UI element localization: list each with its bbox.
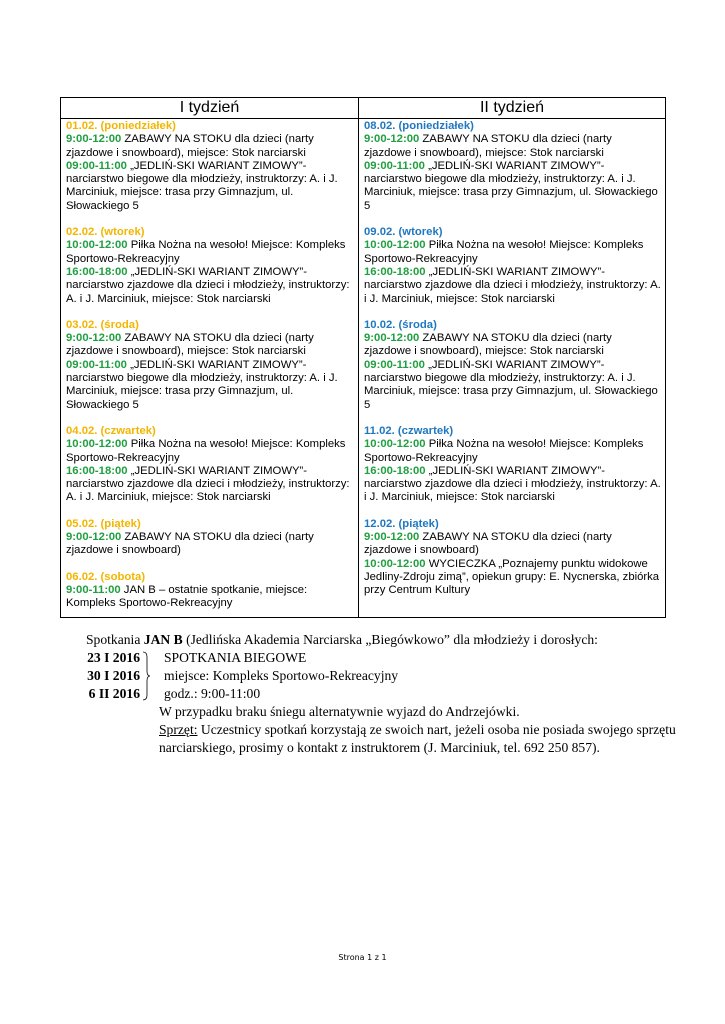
- activity-text: Piłka Nożna na wesoło! Miejsce: Kompleks Sportowo-Rekreacyjny: [66, 438, 346, 464]
- activity-time: 09:00-11:00: [66, 358, 127, 371]
- activity-time: 10:00-12:00: [66, 239, 128, 252]
- date-item: 23 I 2016: [87, 650, 140, 665]
- day-heading: 08.02. (poniedziałek): [364, 120, 474, 132]
- day-block: [364, 518, 661, 598]
- page-number: Strona 1 z 1: [338, 953, 387, 962]
- activity-text: ZABAWY NA STOKU dla dzieci (narty zjazdowe i snowboard): [364, 531, 612, 557]
- activity-item: [364, 465, 661, 505]
- activity-time: 10:00-12:00: [364, 557, 426, 570]
- day-heading: 10.02. (środa): [364, 318, 437, 331]
- activity-item: [364, 558, 661, 598]
- equipment-text: Uczestnicy spotkań korzystają ze swoich nart, jeżeli osoba nie posiada swojego sprzętu narciarskiego, prosimy o kontakt z instruktorem (J. Marciniuk, tel. 692 250 857).: [159, 722, 676, 755]
- brace-icon: [142, 651, 150, 701]
- intro-bold: JAN B: [143, 632, 183, 647]
- day-heading: 11.02. (czwartek): [364, 424, 454, 437]
- table-header-row: [61, 98, 666, 119]
- date-item: 6 II 2016: [88, 686, 140, 701]
- activity-text: ZABAWY NA STOKU dla dzieci (narty zjazdowe i snowboard): [66, 531, 314, 557]
- schedule-table: [60, 97, 666, 618]
- activity-item: [364, 332, 661, 359]
- meeting-hours: godz.: 9:00-11:00: [164, 686, 261, 701]
- activity-text: ZABAWY NA STOKU dla dzieci (narty zjazdowe i snowboard), miejsce: Stok narciarski: [364, 332, 612, 358]
- activity-item: [66, 438, 354, 465]
- day-heading: 02.02. (wtorek): [66, 226, 145, 239]
- jan-b-info: [86, 631, 686, 757]
- day-block: [66, 120, 354, 213]
- activity-item: [364, 359, 661, 412]
- day-heading: 05.02. (piątek): [66, 517, 141, 530]
- intro-line: [86, 631, 686, 649]
- activity-text: „JEDLIŃ-SKI WARIANT ZIMOWY”- narciarstwo zjazdowe dla dzieci i młodzieży, instruktorzy: A. i J. Marciniuk, miejsce: Stok narciarski: [364, 464, 661, 504]
- day-block: [66, 425, 354, 505]
- day-heading: 06.02. (sobota): [66, 570, 146, 583]
- activity-time: 16:00-18:00: [66, 265, 128, 278]
- activity-text: Piłka Nożna na wesoło! Miejsce: Kompleks Sportowo-Rekreacyjny: [66, 239, 346, 265]
- activity-item: [66, 160, 354, 213]
- day-heading: 09.02. (wtorek): [364, 226, 443, 239]
- activity-text: ZABAWY NA STOKU dla dzieci (narty zjazdowe i snowboard), miejsce: Stok narciarski: [66, 332, 314, 358]
- activity-time: 9:00-12:00: [364, 133, 420, 146]
- activity-time: 9:00-12:00: [66, 133, 122, 146]
- activity-text: ZABAWY NA STOKU dla dzieci (narty zjazdowe i snowboard), miejsce: Stok narciarski: [66, 133, 314, 159]
- day-block: [364, 425, 661, 505]
- activity-time: 9:00-12:00: [66, 531, 122, 544]
- activity-time: 09:00-11:00: [364, 358, 425, 371]
- date-list: [86, 649, 140, 703]
- activity-time: 16:00-18:00: [364, 464, 426, 477]
- activity-text: Piłka Nożna na wesoło! Miejsce: Kompleks Sportowo-Rekreacyjny: [364, 239, 644, 265]
- activity-item: [364, 266, 661, 306]
- dates-block: [86, 649, 686, 703]
- week2-header: II tydzień: [359, 98, 666, 119]
- activity-text: „JEDLIŃ-SKI WARIANT ZIMOWY”- narciarstwo zjazdowe dla dzieci i młodzieży, instruktorzy: A. i J. Marciniuk, miejsce: Stok narciarski: [66, 265, 350, 305]
- snow-note: W przypadku braku śniegu alternatywnie wyjazd do Andrzejówki.: [159, 704, 520, 719]
- meeting-place: miejsce: Kompleks Sportowo-Rekreacyjny: [164, 668, 399, 683]
- activity-time: 09:00-11:00: [66, 159, 127, 172]
- activity-time: 16:00-18:00: [364, 265, 426, 278]
- activity-time: 10:00-12:00: [66, 438, 128, 451]
- activity-time: 9:00-12:00: [66, 332, 122, 345]
- activity-item: [66, 266, 354, 306]
- week1-cell: [61, 119, 359, 618]
- activity-item: [66, 531, 354, 558]
- week1-header: I tydzień: [61, 98, 359, 119]
- day-block: [364, 226, 661, 306]
- activity-text: „JEDLIŃ-SKI WARIANT ZIMOWY”- narciarstwo biegowe dla młodzieży, instruktorzy: A. i J. Marciniuk, miejsce: trasa przy Gimnazjum, ul. Słowackiego 5: [364, 358, 658, 411]
- activity-item: [364, 438, 661, 465]
- activity-time: 10:00-12:00: [364, 239, 426, 252]
- activity-item: [364, 160, 661, 213]
- day-block: [364, 319, 661, 412]
- meeting-details: [164, 649, 684, 703]
- intro-suffix: (Jedlińska Akademia Narciarska „Biegówkowo” dla młodzieży i dorosłych:: [182, 632, 598, 647]
- day-heading: 12.02. (piątek): [364, 517, 439, 530]
- table-row: [61, 119, 666, 618]
- activity-item: [364, 239, 661, 266]
- activity-text: „JEDLIŃ-SKI WARIANT ZIMOWY”- narciarstwo zjazdowe dla dzieci i młodzieży, instruktorzy: A. i J. Marciniuk, miejsce: Stok narciarski: [66, 464, 350, 504]
- activity-item: [364, 133, 661, 160]
- day-block: [66, 319, 354, 412]
- activity-text: WYCIECZKA „Poznajemy punktu widokowe Jedliny-Zdroju zimą”, opiekun grupy: E. Nycnerska, zbiórka przy Centrum Kultury: [364, 557, 660, 597]
- day-heading: 01.02. (poniedziałek): [66, 120, 176, 132]
- meeting-title: SPOTKANIA BIEGOWE: [164, 650, 307, 665]
- activity-text: „JEDLIŃ-SKI WARIANT ZIMOWY”- narciarstwo biegowe dla młodzieży, instruktorzy: A. i J. Marciniuk, miejsce: trasa przy Gimnazjum, ul. Słowackiego 5: [66, 358, 338, 411]
- activity-item: [364, 531, 661, 558]
- activity-text: „JEDLIŃ-SKI WARIANT ZIMOWY”- narciarstwo biegowe dla młodzieży, instruktorzy: A. i J. Marciniuk, miejsce: trasa przy Gimnazjum, ul. Słowackiego 5: [66, 159, 338, 212]
- day-heading: 04.02. (czwartek): [66, 424, 156, 437]
- day-block: [364, 120, 661, 213]
- week2-cell: [359, 119, 666, 618]
- day-heading: 03.02. (środa): [66, 318, 139, 331]
- day-block: [66, 571, 354, 611]
- activity-time: 10:00-12:00: [364, 438, 426, 451]
- activity-text: Piłka Nożna na wesoło! Miejsce: Kompleks Sportowo-Rekreacyjny: [364, 438, 644, 464]
- activity-time: 9:00-12:00: [364, 531, 420, 544]
- activity-item: [66, 465, 354, 505]
- date-item: 30 I 2016: [87, 668, 140, 683]
- activity-time: 9:00-12:00: [364, 332, 420, 345]
- activity-item: [66, 133, 354, 160]
- day-block: [66, 518, 354, 558]
- equipment-label: Sprzęt:: [159, 722, 198, 737]
- activity-text: JAN B – ostatnie spotkanie, miejsce: Kompleks Sportowo-Rekreacyjny: [66, 583, 308, 610]
- activity-text: „JEDLIŃ-SKI WARIANT ZIMOWY”- narciarstwo biegowe dla młodzieży, instruktorzy: A. i J. Marciniuk, miejsce: trasa przy Gimnazjum, ul. Słowackiego 5: [364, 159, 658, 212]
- activity-text: ZABAWY NA STOKU dla dzieci (narty zjazdowe i snowboard), miejsce: Stok narciarski: [364, 133, 612, 159]
- equipment-note: [159, 721, 686, 757]
- intro-prefix: Spotkania: [86, 632, 144, 647]
- activity-time: 16:00-18:00: [66, 464, 128, 477]
- day-block: [66, 226, 354, 306]
- activity-time: 9:00-11:00: [66, 583, 121, 596]
- activity-time: 09:00-11:00: [364, 159, 425, 172]
- activity-item: [66, 584, 354, 611]
- activity-item: [66, 359, 354, 412]
- activity-item: [66, 332, 354, 359]
- activity-item: [66, 239, 354, 266]
- activity-text: „JEDLIŃ-SKI WARIANT ZIMOWY”- narciarstwo zjazdowe dla dzieci i młodzieży, instruktorzy: A. i J. Marciniuk, miejsce: Stok narciarski: [364, 265, 661, 305]
